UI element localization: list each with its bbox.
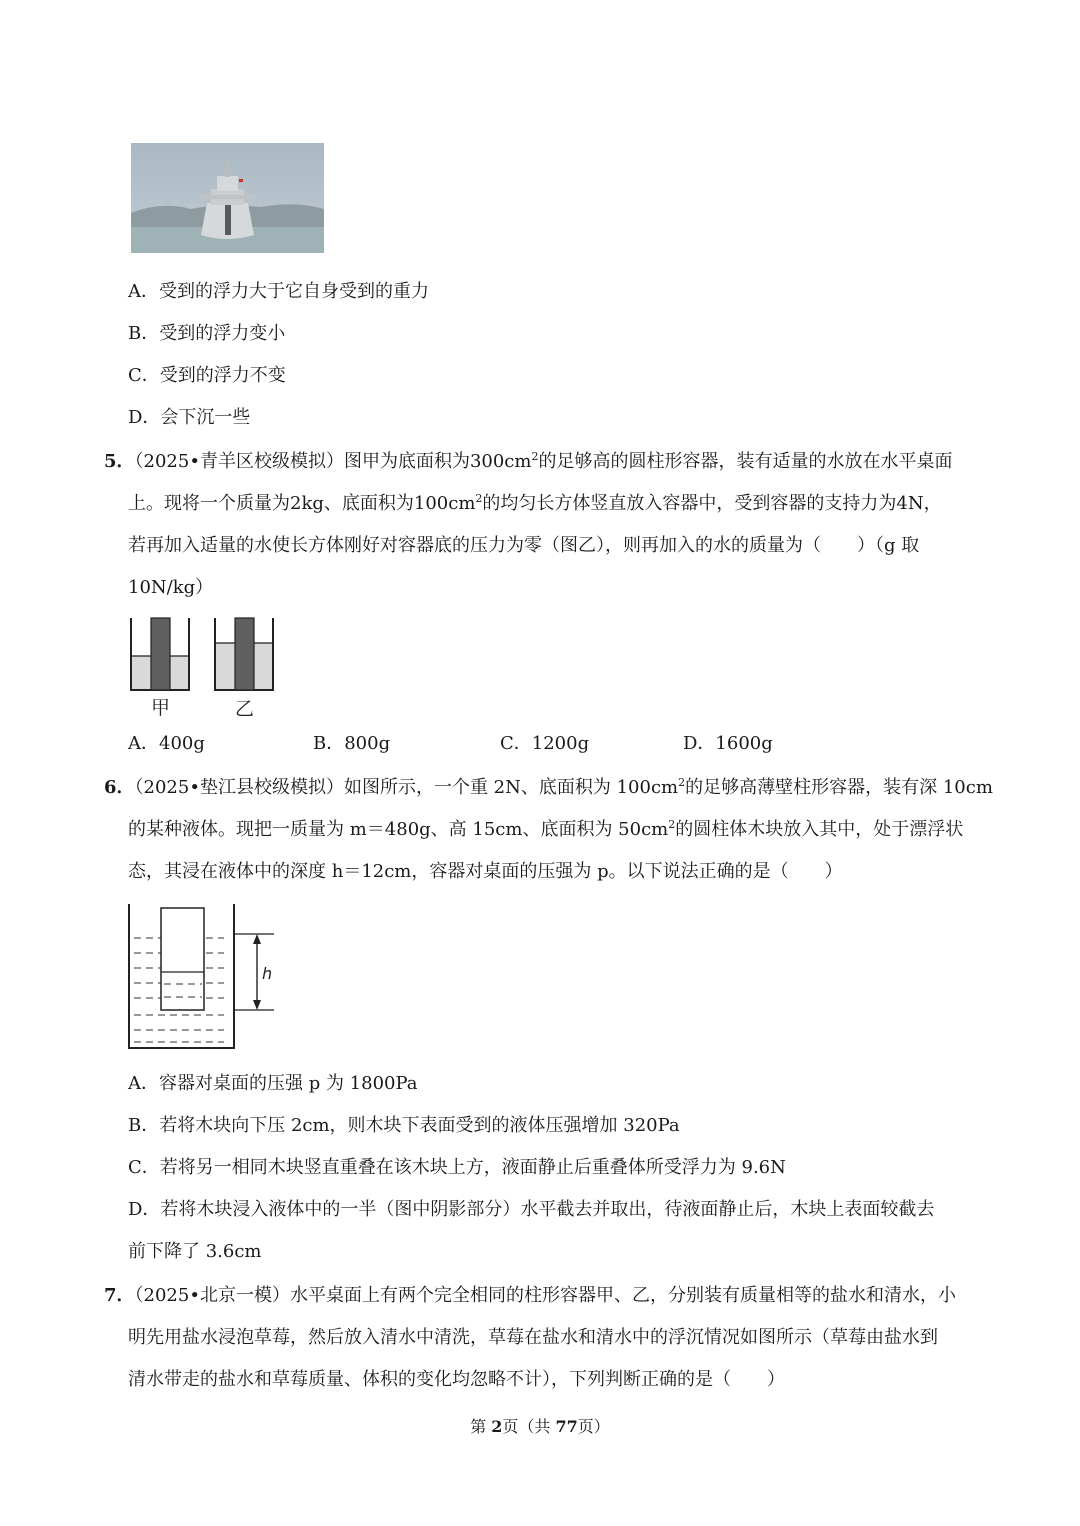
q5-line-2	[128, 492, 942, 516]
footer-page-number: 2	[491, 1417, 503, 1436]
q7-line-3: 清水带走的盐水和草莓质量、体积的变化均忽略不计），下列判断正确的是（ ）	[128, 1369, 785, 1390]
q6-sup-1: 2	[678, 776, 686, 789]
figure-label-yi: 乙	[235, 698, 255, 720]
q6-option-d: D．若将木块浸入液体中的一半（图中阴影部分）水平截去并取出，待液面静止后，木块上表面较截去	[128, 1199, 935, 1220]
q6-text-2a: 的某种液体。现把一质量为 m＝480g、高 15cm、底面积为 50cm	[128, 819, 669, 840]
figure-label-jia: 甲	[151, 697, 171, 719]
q5-line-1	[104, 450, 952, 474]
q6-option-c: C．若将另一相同木块竖直重叠在该木块上方，液面静止后重叠体所受浮力为 9.6N	[128, 1157, 786, 1178]
footer-suffix: 页）	[577, 1417, 610, 1436]
q4-option-a: A．受到的浮力大于它自身受到的重力	[128, 281, 429, 302]
q7-text-1: （2025•北京一模）水平桌面上有两个完全相同的柱形容器甲、乙，分别装有质量相等的盐水和清水，小	[134, 1285, 956, 1306]
q5-text-1b: 的足够高的圆柱形容器，装有适量的水放在水平桌面	[538, 451, 953, 472]
q6-sup-2: 2	[668, 818, 676, 831]
footer-prefix: 第	[470, 1417, 492, 1436]
q6-line-1	[104, 776, 993, 800]
q6-line-3: 态，其浸在液体中的深度 h＝12cm，容器对桌面的压强为 p。以下说法正确的是（ ）	[128, 861, 843, 882]
q5-line-3: 若再加入适量的水使长方体刚好对容器底的压力为零（图乙），则再加入的水的质量为（ ）（g 取	[128, 535, 920, 556]
footer-middle: 页（共	[502, 1417, 556, 1436]
q5-container-figure	[126, 614, 278, 722]
q5-option-a: A．400g	[128, 733, 205, 754]
q6-option-b: B．若将木块向下压 2cm，则木块下表面受到的液体压强增加 320Pa	[128, 1115, 680, 1136]
q4-option-d: D．会下沉一些	[128, 407, 251, 428]
q7-number: 7．	[104, 1285, 135, 1306]
q5-text-1a: （2025•青羊区校级模拟）图甲为底面积为300cm	[134, 451, 532, 472]
q4-option-c: C．受到的浮力不变	[128, 365, 286, 386]
q6-container-figure	[124, 900, 280, 1054]
q7-line-1	[104, 1284, 956, 1308]
q6-option-d-cont: 前下降了 3.6cm	[128, 1241, 262, 1262]
q5-number: 5．	[104, 451, 135, 472]
q6-text-2b: 的圆柱体木块放入其中，处于漂浮状	[675, 819, 964, 840]
q5-option-d: D．1600g	[683, 733, 773, 754]
q5-option-b: B．800g	[313, 733, 391, 754]
q6-text-1a: （2025•垫江县校级模拟）如图所示，一个重 2N、底面积为 100cm	[134, 777, 679, 798]
q5-text-2a: 上。现将一个质量为2kg、底面积为100cm	[128, 493, 476, 514]
page-footer	[0, 1414, 1080, 1437]
container-yi	[215, 618, 273, 690]
q7-line-2: 明先用盐水浸泡草莓，然后放入清水中清洗，草莓在盐水和清水中的浮沉情况如图所示（草莓由盐水到	[128, 1327, 938, 1348]
q6-line-2	[128, 818, 963, 842]
q5-option-c: C．1200g	[500, 733, 590, 754]
q6-option-a: A．容器对桌面的压强 p 为 1800Pa	[128, 1073, 418, 1094]
q5-line-4: 10N/kg）	[128, 577, 214, 598]
wood-block	[161, 908, 204, 1010]
q5-sup-1: 2	[531, 450, 539, 463]
container-jia	[131, 618, 189, 690]
q6-text-1b: 的足够高薄壁柱形容器，装有深 10cm	[685, 777, 993, 798]
q6-number: 6．	[104, 777, 135, 798]
depth-label-h: h	[262, 964, 273, 983]
q5-text-2b: 的均匀长方体竖直放入容器中，受到容器的支持力为4N，	[482, 493, 942, 514]
q5-sup-2: 2	[475, 492, 483, 505]
footer-total-pages: 77	[555, 1417, 578, 1436]
warship-photo	[131, 143, 324, 253]
q4-option-b: B．受到的浮力变小	[128, 323, 286, 344]
